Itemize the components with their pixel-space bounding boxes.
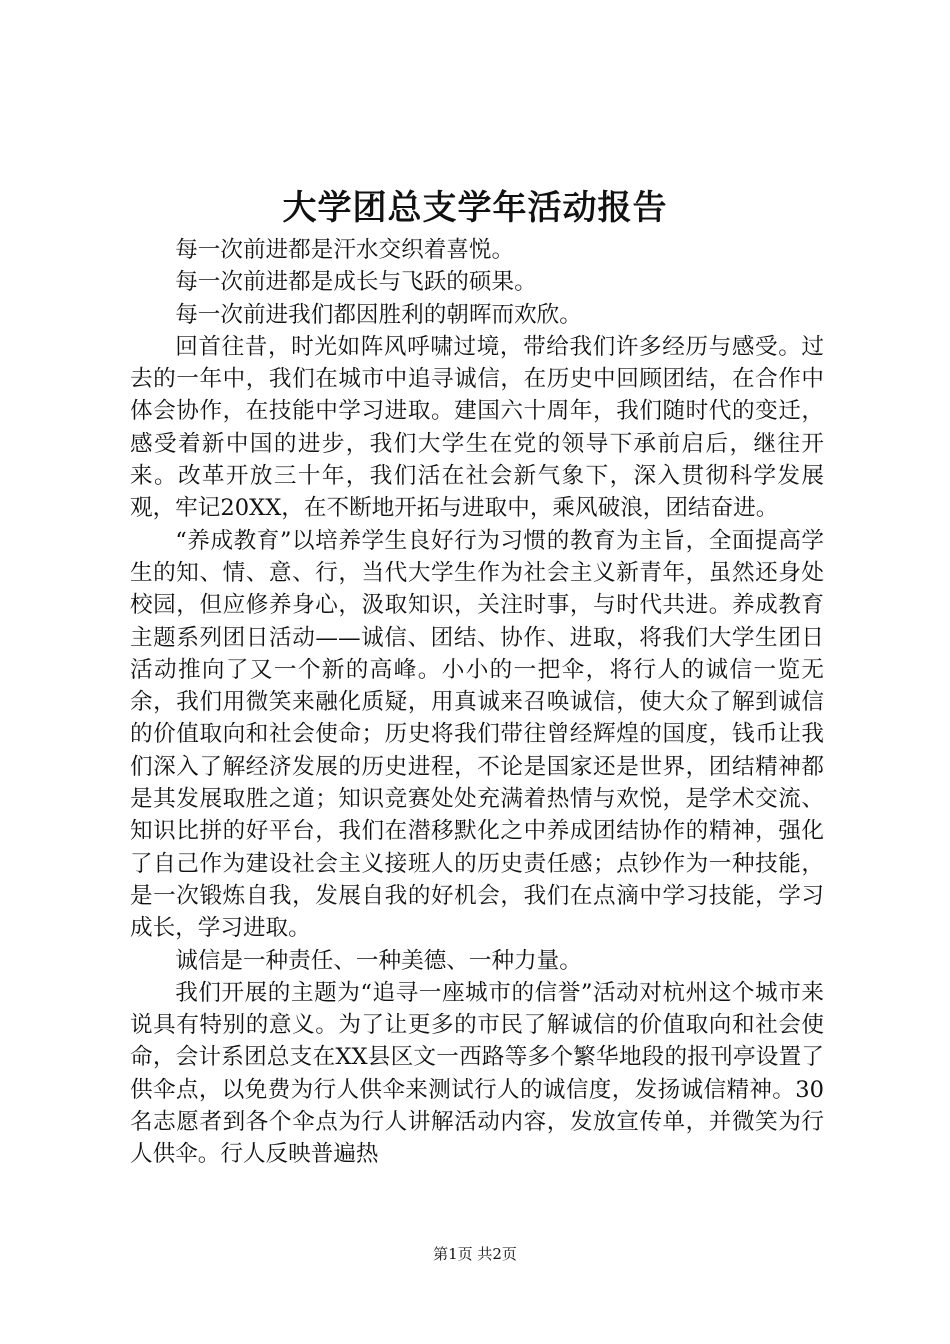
document-body — [130, 234, 824, 1171]
paragraph: 回首往昔，时光如阵风呼啸过境，带给我们许多经历与感受。过去的一年中，我们在城市中追寻诚信，在历史中回顾团结，在合作中体会协作，在技能中学习进取。建国六十周年，我们随时代的变迁，感受着新中国的进步，我们大学生在党的领导下承前启后，继往开来。改革开放三十年，我们活在社会新气象下，深入贯彻科学发展观，牢记20XX，在不断地开拓与进取中，乘风破浪，团结奋进。 — [130, 333, 824, 522]
document-title: 大学团总支学年活动报告 — [282, 188, 668, 228]
paragraph: 每一次前进都是成长与飞跃的硕果。 — [175, 269, 537, 296]
page-footer: 第1页 共2页 — [433, 1245, 517, 1263]
paragraph: 我们开展的主题为“追寻一座城市的信誉”活动对杭州这个城市来说具有特别的意义。为了让更多的市民了解诚信的价值取向和社会使命，会计系团总支在XX县区文一西路等多个繁华地段的报刊亭设置了供伞点，以免费为行人供伞来测试行人的诚信度，发扬诚信精神。30名志愿者到各个伞点为行人讲解活动内容，发放宣传单，并微笑为行人供伞。行人反映普遍热 — [130, 979, 824, 1168]
paragraph: “养成教育”以培养学生良好行为习惯的教育为主旨，全面提高学生的知、情、意、行，当代大学生作为社会主义新青年，虽然还身处校园，但应修养身心，汲取知识，关注时事，与时代共进。养成教育主题系列团日活动——诚信、团结、协作、进取，将我们大学生团日活动推向了又一个新的高峰。小小的一把伞，将行人的诚信一览无余，我们用微笑来融化质疑，用真诚来召唤诚信，使大众了解到诚信的价值取向和社会使命；历史将我们带往曾经辉煌的国度，钱币让我们深入了解经济发展的历史进程，不论是国家还是世界，团结精神都是其发展取胜之道；知识竞赛处处充满着热情与欢悦，是学术交流、知识比拼的好平台，我们在潜移默化之中养成团结协作的精神，强化了自己作为建设社会主义接班人的历史责任感；点钞作为一种技能，是一次锻炼自我，发展自我的好机会，我们在点滴中学习技能，学习成长，学习进取。 — [130, 527, 824, 942]
paragraph: 诚信是一种责任、一种美德、一种力量。 — [175, 947, 582, 974]
paragraph: 每一次前进都是汗水交织着喜悦。 — [175, 237, 515, 263]
paragraph: 每一次前进我们都因胜利的朝晖而欢欣。 — [175, 301, 582, 328]
